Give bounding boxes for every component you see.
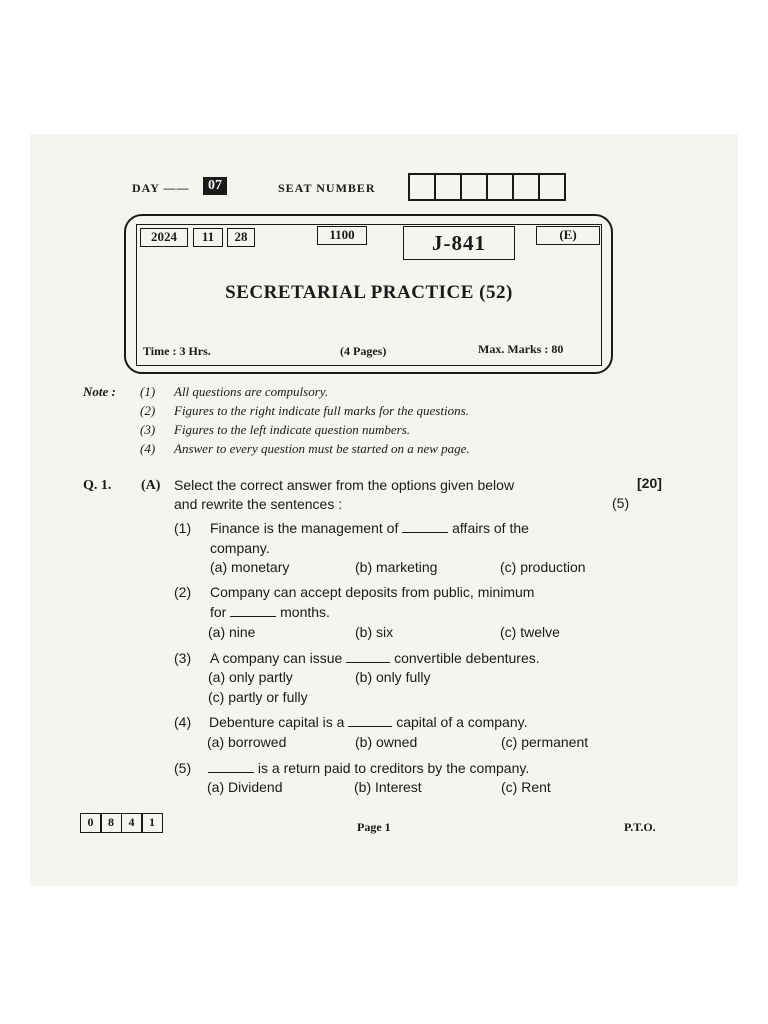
- day-label: DAY ——: [132, 181, 190, 195]
- note-text: Answer to every question must be started on a new page.: [174, 441, 470, 456]
- question-instruction-cont: and rewrite the sentences :: [174, 496, 343, 512]
- note-text: Figures to the right indicate full marks for the questions.: [174, 403, 469, 418]
- seat-box: [460, 173, 488, 201]
- note-text: Figures to the left indicate question numbers.: [174, 422, 411, 437]
- code-digit: 8: [100, 813, 122, 833]
- code-digit: 0: [80, 813, 102, 833]
- option-row: [207, 779, 627, 797]
- option: (c) permanent: [501, 734, 589, 750]
- item-number: (1): [174, 520, 192, 536]
- seat-box: [408, 173, 436, 201]
- page-count: (4 Pages): [340, 344, 387, 358]
- day-value: 07: [203, 177, 227, 195]
- question-part: (A): [141, 478, 161, 493]
- option: (a) monetary: [210, 559, 290, 575]
- note-number: (1): [140, 384, 156, 399]
- item-text: Company can accept deposits from public, minimum: [210, 584, 535, 600]
- question-number: Q. 1.: [83, 478, 112, 493]
- item-number: (3): [174, 650, 192, 666]
- language-code: (E): [536, 226, 600, 245]
- option-row: [210, 559, 630, 577]
- option: (c) twelve: [500, 624, 560, 640]
- note-number: (2): [140, 403, 156, 418]
- item-number: (5): [174, 760, 192, 776]
- item-text-part: affairs of the: [452, 520, 529, 536]
- item-text: [209, 714, 527, 730]
- option: (b) Interest: [354, 779, 422, 795]
- option: (c) Rent: [501, 779, 551, 795]
- option: (b) only fully: [355, 669, 431, 685]
- option: (a) borrowed: [207, 734, 287, 750]
- option: (c) partly or fully: [208, 689, 308, 705]
- max-marks: Max. Marks : 80: [478, 342, 564, 356]
- item-text: [210, 650, 540, 666]
- item-text: [208, 760, 529, 776]
- answer-blank: [346, 662, 390, 663]
- item-text-part: Debenture capital is a: [209, 714, 345, 730]
- code-digit: 1: [141, 813, 163, 833]
- item-text-part: A company can issue: [210, 650, 343, 666]
- footer-paper-code: [81, 813, 163, 833]
- seat-number-label: SEAT NUMBER: [278, 181, 376, 195]
- item-number: (4): [174, 714, 192, 730]
- page-number: Page 1: [357, 820, 391, 834]
- note-number: (3): [140, 422, 156, 437]
- exam-time: Time : 3 Hrs.: [143, 344, 211, 358]
- seat-box: [538, 173, 566, 201]
- item-text-cont: [210, 604, 330, 620]
- item-text-part: months.: [280, 604, 330, 620]
- option-row: [208, 624, 628, 642]
- option-row: [207, 734, 627, 752]
- item-text: [210, 520, 529, 536]
- note-text: All questions are compulsory.: [174, 384, 329, 399]
- item-text-cont: company.: [210, 540, 270, 556]
- answer-blank: [208, 772, 254, 773]
- answer-blank: [230, 616, 276, 617]
- note-number: (4): [140, 441, 156, 456]
- date-month: 11: [193, 228, 223, 247]
- seat-box: [512, 173, 540, 201]
- option: (a) nine: [208, 624, 256, 640]
- date-day: 28: [227, 228, 255, 247]
- seat-number-boxes: [410, 173, 566, 201]
- item-number: (2): [174, 584, 192, 600]
- please-turn-over: P.T.O.: [624, 820, 656, 834]
- code-digit: 4: [121, 813, 143, 833]
- item-text-part: convertible debentures.: [394, 650, 540, 666]
- option: (b) six: [355, 624, 394, 640]
- note-item: [140, 403, 469, 419]
- date-year: 2024: [140, 228, 188, 247]
- paper-code: J-841: [403, 226, 515, 260]
- option: (a) Dividend: [207, 779, 283, 795]
- note-item: [140, 384, 328, 400]
- answer-blank: [348, 726, 392, 727]
- question-instruction: Select the correct answer from the options given below: [174, 477, 515, 493]
- total-marks: [20]: [637, 475, 662, 491]
- item-text-part: capital of a company.: [396, 714, 528, 730]
- option: (b) marketing: [355, 559, 438, 575]
- answer-blank: [402, 532, 448, 533]
- note-label: Note :: [83, 384, 116, 399]
- item-text-part: for: [210, 604, 227, 620]
- note-item: [140, 441, 470, 457]
- time-code: 1100: [317, 226, 367, 245]
- part-marks: (5): [612, 495, 630, 511]
- option: (c) production: [500, 559, 586, 575]
- item-text-part: Finance is the management of: [210, 520, 399, 536]
- paper-title: SECRETARIAL PRACTICE (52): [225, 282, 513, 303]
- option: (b) owned: [355, 734, 418, 750]
- item-text-part: is a return paid to creditors by the company.: [257, 760, 530, 776]
- option: (a) only partly: [208, 669, 293, 685]
- seat-box: [434, 173, 462, 201]
- note-item: [140, 422, 410, 438]
- seat-box: [486, 173, 514, 201]
- option-row: [208, 669, 628, 687]
